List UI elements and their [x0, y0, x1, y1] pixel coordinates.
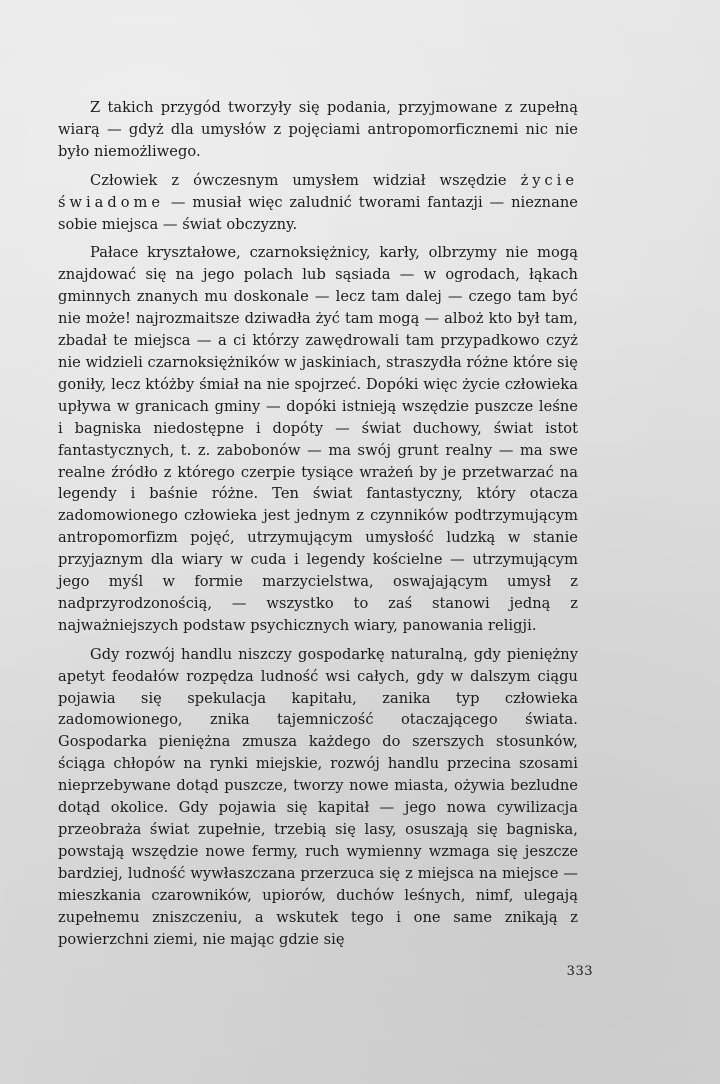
paragraph-2-lead: Człowiek z ówczesnym umysłem widział wszędzie — [90, 171, 521, 189]
paragraph-3: Pałace kryształowe, czarnoksiężnicy, karły, olbrzymy nie mogą znajdować się na jego polach lub sąsiada — w ogrodach, łąkach gminnych znanych mu doskonale — lecz tam dalej — czego tam być nie może! najrozmaitsze dziwadła żyć tam mogą — alboż kto był tam, zbadał te miejsca — a ci którzy zawędrowali tam przypadkowo czyż nie widzieli czarnoksiężników w jaskiniach, straszydła różne które się goniły, lecz któżby śmiał na nie spojrzeć. Dopóki więc życie człowieka upływa w granicach gminy — dopóki istnieją wszędzie puszcze leśne i bagniska niedostępne i dopóty — świat duchowy, świat istot fantastycznych, t. z. zabobonów — ma swój grunt realny — ma swe realne źródło z którego czerpie tysiące wrażeń by je przetwarzać na legendy i baśnie różne. Ten świat fantastyczny, który otacza zadomowionego człowieka jest jednym z czynników podtrzymującym antropomorfizm pojęć, utrzymującym umysłość ludzką w stanie przyjaznym dla wiary w cuda i legendy kościelne — utrzymującym jego myśl w formie marzycielstwa, oswajającym umysł z nadprzyrodzonością, — wszystko to zaś stanowi jedną z najważniejszych podstaw psychicznych wiary, panowania religji. — [58, 244, 578, 634]
body-text — [58, 97, 578, 957]
paragraph-2-rest: — musiał więc zaludnić tworami fantazji — nieznane sobie miejsca — świat obczyzny. — [58, 193, 578, 233]
paragraph-1: Z takich przygód tworzyły się podania, przyjmowane z zupełną wiarą — gdyż dla umysłów z pojęciami antropomorficznemi nic nie było niemożliwego. — [58, 99, 578, 160]
paragraph-4: Gdy rozwój handlu niszczy gospodarkę naturalną, gdy pieniężny apetyt feodałów rozpędza ludność wsi całych, gdy w dalszym ciągu pojawia się spekulacja kapitału, zanika typ człowieka zadomowionego, znika tajemniczość otaczającego świata. Gospodarka pieniężna zmusza każdego do szerszych stosunków, ściąga chłopów na rynki miejskie, rozwój handlu przecina szosami nieprzebywane dotąd puszcze, tworzy nowe miasta, ożywia bezludne dotąd okolice. Gdy pojawia się kapitał — jego nowa cywilizacja przeobraża świat zupełnie, trzebią się lasy, osuszają się bagniska, powstają wszędzie nowe fermy, ruch wymienny wzmaga się jeszcze bardziej, ludność wywłaszczana przerzuca się z miejsca na miejsce — mieszkania czarowników, upiorów, duchów leśnych, nimf, ulegają zupełnemu zniszczeniu, a wskutek tego i one same znikają z powierzchni ziemi, nie mając gdzie się — [58, 645, 578, 948]
page-number: 333 — [566, 964, 593, 979]
paragraph-2 — [58, 170, 578, 236]
emphasized-spaced-text: życie świadome — [58, 171, 578, 211]
